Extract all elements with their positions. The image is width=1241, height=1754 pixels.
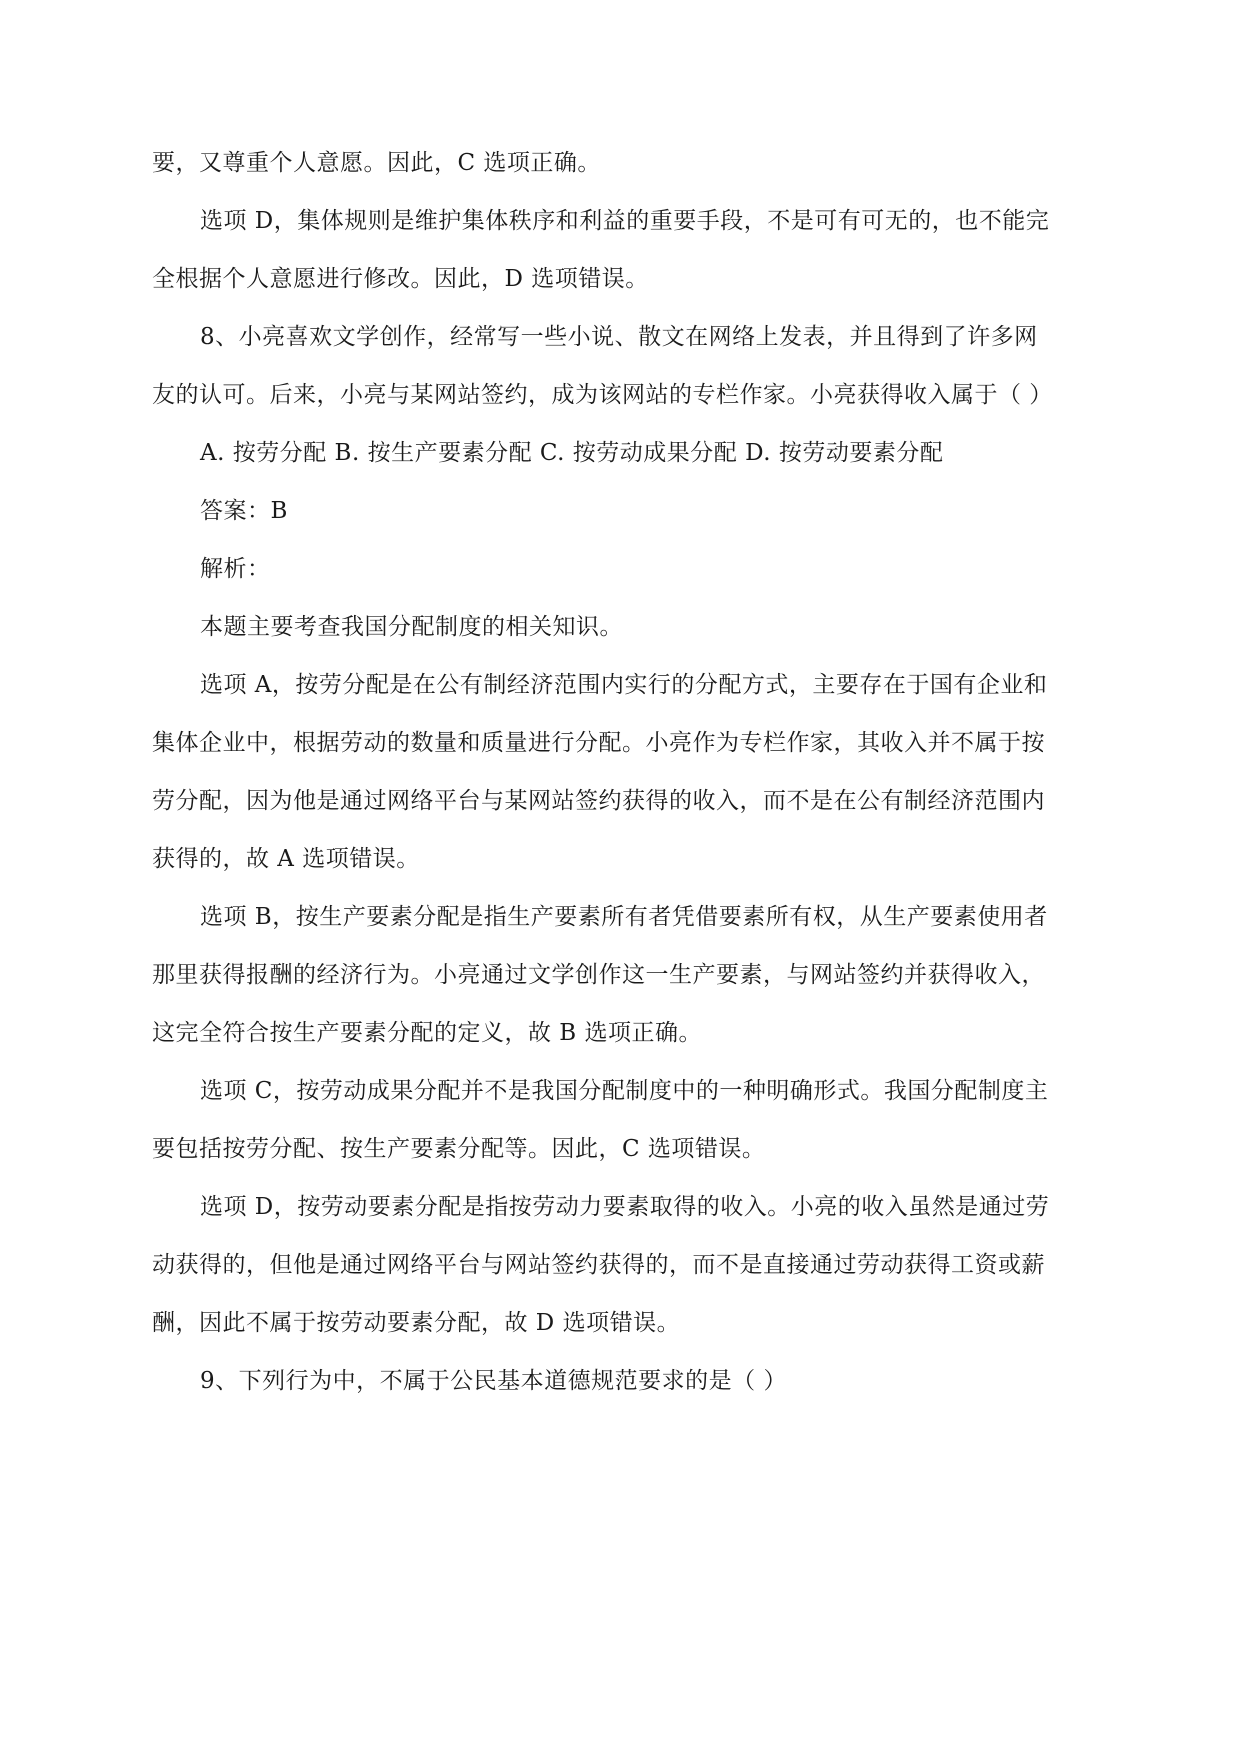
text-line: 那里获得报酬的经济行为。小亮通过文学创作这一生产要素，与网站签约并获得收入， [152, 962, 1045, 988]
text-line: 选项 B，按生产要素分配是指生产要素所有者凭借要素所有权，从生产要素使用者 [200, 904, 1048, 930]
text-line: 这完全符合按生产要素分配的定义，故 B 选项正确。 [152, 1020, 703, 1046]
text-line: 酬，因此不属于按劳动要素分配，故 D 选项错误。 [152, 1310, 681, 1336]
answer-line: 答案：B [200, 498, 288, 524]
question-9-line: 9、下列行为中，不属于公民基本道德规范要求的是（ ） [200, 1368, 787, 1394]
text-line: 选项 D，集体规则是维护集体秩序和利益的重要手段，不是可有可无的，也不能完 [200, 208, 1050, 234]
text-line: 全根据个人意愿进行修改。因此，D 选项错误。 [152, 266, 649, 292]
text-line: 要包括按劳分配、按生产要素分配等。因此，C 选项错误。 [152, 1136, 766, 1162]
text-line: 选项 A，按劳分配是在公有制经济范围内实行的分配方式，主要存在于国有企业和 [200, 672, 1048, 698]
text-line: 选项 C，按劳动成果分配并不是我国分配制度中的一种明确形式。我国分配制度主 [200, 1078, 1049, 1104]
document-page [152, 0, 1102, 1754]
text-line: 要，又尊重个人意愿。因此，C 选项正确。 [152, 150, 601, 176]
text-line: 劳分配，因为他是通过网络平台与某网站签约获得的收入，而不是在公有制经济范围内 [152, 788, 1045, 814]
question-8-line: 8、小亮喜欢文学创作，经常写一些小说、散文在网络上发表，并且得到了许多网 [200, 324, 1038, 350]
question-8-options: A. 按劳分配 B. 按生产要素分配 C. 按劳动成果分配 D. 按劳动要素分配 [200, 440, 944, 466]
text-line: 选项 D，按劳动要素分配是指按劳动力要素取得的收入。小亮的收入虽然是通过劳 [200, 1194, 1050, 1220]
text-line: 动获得的，但他是通过网络平台与网站签约获得的，而不是直接通过劳动获得工资或薪 [152, 1252, 1045, 1278]
text-line: 获得的，故 A 选项错误。 [152, 846, 420, 872]
analysis-label: 解析： [200, 556, 271, 582]
text-line: 本题主要考查我国分配制度的相关知识。 [200, 614, 623, 640]
text-line: 集体企业中，根据劳动的数量和质量进行分配。小亮作为专栏作家，其收入并不属于按 [152, 730, 1045, 756]
question-8-line: 友的认可。后来，小亮与某网站签约，成为该网站的专栏作家。小亮获得收入属于（ ） [152, 382, 1053, 408]
